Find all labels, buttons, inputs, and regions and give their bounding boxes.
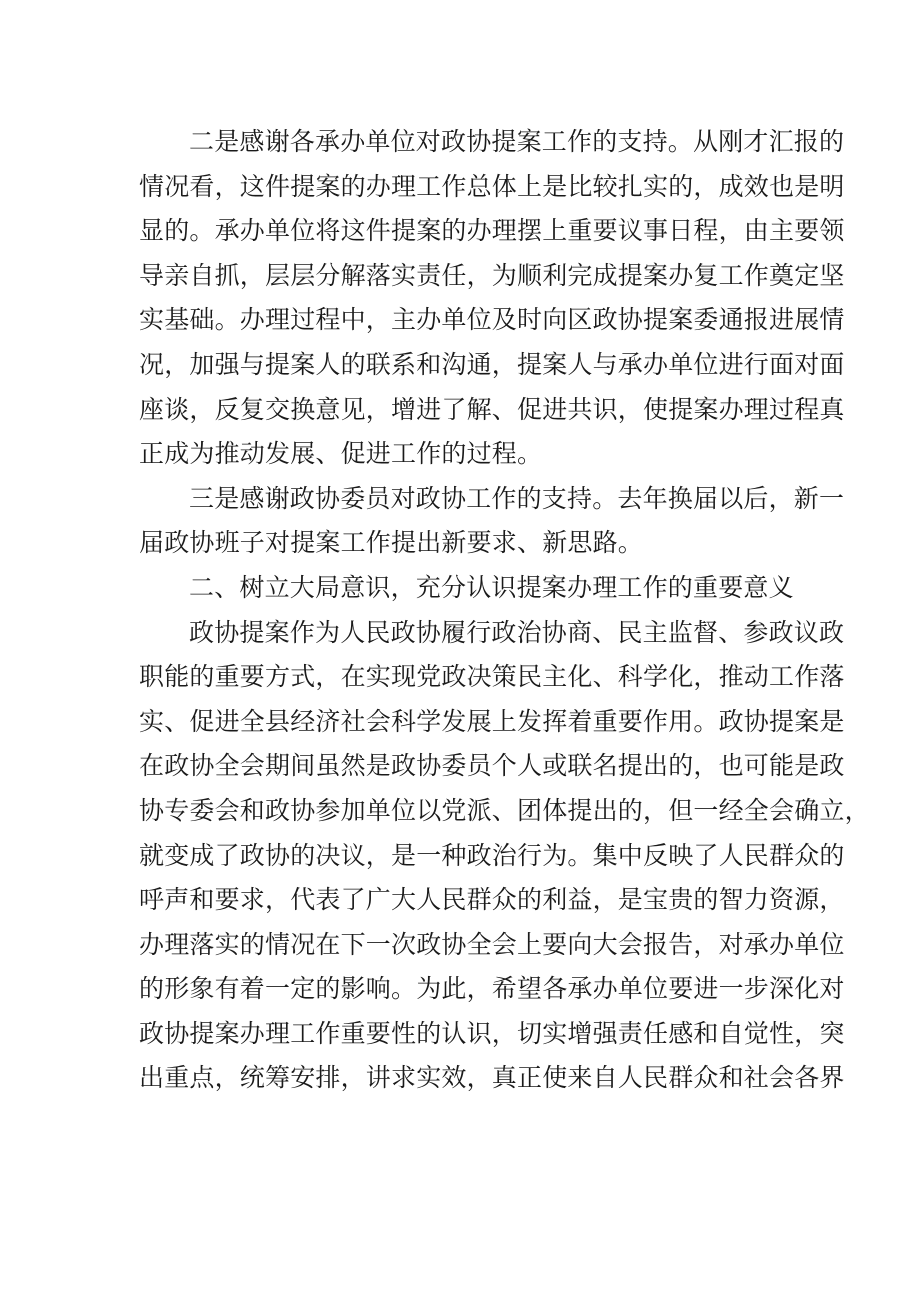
- text-line: 显的。承办单位将这件提案的办理摆上重要议事日程，由主要领: [139, 216, 845, 246]
- text-line: 座谈，反复交换意见，增进了解、促进共识，使提案办理过程真: [139, 394, 845, 424]
- text-line: 实基础。办理过程中，主办单位及时向区政协提案委通报进展情: [139, 305, 845, 335]
- text-line: 就变成了政协的决议，是一种政治行为。集中反映了人民群众的: [139, 840, 845, 870]
- paragraph-thanks-units: [139, 120, 845, 477]
- text-line: 的形象有着一定的影响。为此，希望各承办单位要进一步深化对: [139, 974, 845, 1004]
- heading-line: 二、树立大局意识，充分认识提案办理工作的重要意义: [189, 572, 794, 602]
- text-line: 呼声和要求，代表了广大人民群众的利益，是宝贵的智力资源，: [139, 885, 845, 915]
- text-line: 情况看，这件提案的办理工作总体上是比较扎实的，成效也是明: [139, 171, 845, 201]
- text-line: 实、促进全县经济社会科学发展上发挥着重要作用。政协提案是: [139, 706, 845, 736]
- text-line: 届政协班子对提案工作提出新要求、新思路。: [139, 528, 644, 558]
- text-line: 政协提案作为人民政协履行政治协商、民主监督、参政议政: [189, 617, 845, 647]
- text-line: 导亲自抓，层层分解落实责任，为顺利完成提案办复工作奠定坚: [139, 260, 845, 290]
- text-line: 办理落实的情况在下一次政协全会上要向大会报告，对承办单位: [139, 929, 845, 959]
- text-line: 况，加强与提案人的联系和沟通，提案人与承办单位进行面对面: [139, 349, 845, 379]
- text-line: 出重点，统筹安排，讲求实效，真正使来自人民群众和社会各界: [139, 1063, 845, 1093]
- text-line: 协专委会和政协参加单位以党派、团体提出的，但一经全会确立，: [139, 795, 870, 825]
- text-line: 职能的重要方式，在实现党政决策民主化、科学化，推动工作落: [139, 662, 845, 692]
- document-body: [139, 120, 870, 1101]
- paragraph-thanks-members: [139, 477, 845, 566]
- text-line: 三是感谢政协委员对政协工作的支持。去年换届以后，新一: [189, 483, 845, 513]
- paragraph-proposal-importance: [139, 611, 870, 1102]
- text-line: 正成为推动发展、促进工作的过程。: [139, 439, 543, 469]
- section-heading: [139, 566, 799, 611]
- text-line: 政协提案办理工作重要性的认识，切实增强责任感和自觉性，突: [139, 1018, 845, 1048]
- text-line: 在政协全会期间虽然是政协委员个人或联名提出的，也可能是政: [139, 751, 845, 781]
- text-line: 二是感谢各承办单位对政协提案工作的支持。从刚才汇报的: [189, 127, 845, 156]
